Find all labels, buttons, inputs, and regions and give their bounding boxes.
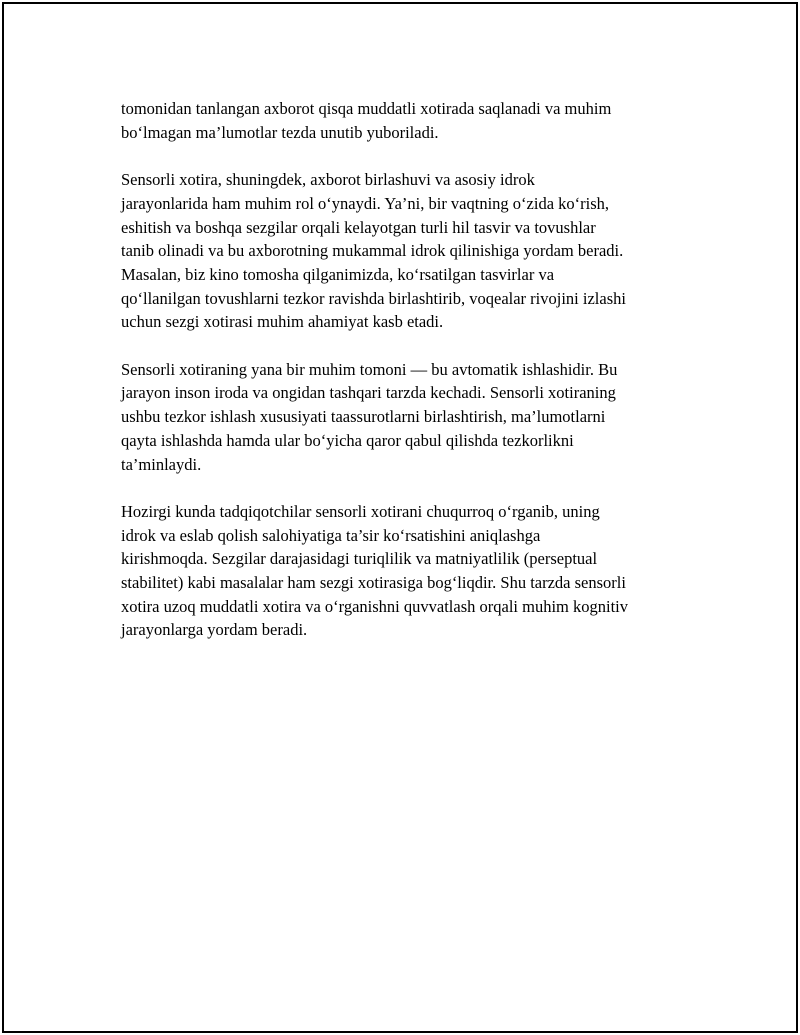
text-line: idrok va eslab qolish salohiyatiga ta’sir ko‘rsatishini aniqlashga [121, 525, 541, 545]
text-line: xotira uzoq muddatli xotira va o‘rganishni quvvatlash orqali muhim kognitiv [121, 596, 628, 616]
text-line: tomonidan tanlangan axborot qisqa muddatli xotirada saqlanadi va muhim [121, 99, 612, 118]
page-frame [2, 2, 798, 1033]
page-body [121, 97, 691, 666]
text-line: Sensorli xotiraning yana bir muhim tomoni — bu avtomatik ishlashidir. Bu [121, 359, 618, 379]
text-line: jarayonlarida ham muhim rol o‘ynaydi. Ya’ni, bir vaqtning o‘zida ko‘rish, [121, 193, 610, 213]
paragraph-2 [121, 168, 691, 334]
text-line: jarayon inson iroda va ongidan tashqari tarzda kechadi. Sensorli xotiraning [121, 383, 616, 403]
text-line: jarayonlarga yordam beradi. [121, 620, 308, 640]
text-line: Hozirgi kunda tadqiqotchilar sensorli xotirani chuqurroq o‘rganib, uning [121, 501, 600, 521]
text-line: ushbu tezkor ishlash xususiyati taassurotlarni birlashtirish, ma’lumotlarni [121, 407, 606, 427]
text-line: qo‘llanilgan tovushlarni tezkor ravishda birlashtirib, voqealar rivojini izlashi [121, 288, 626, 308]
text-line: Sensorli xotira, shuningdek, axborot birlashuvi va asosiy idrok [121, 170, 535, 190]
paragraph-4 [121, 500, 691, 642]
text-line: tanib olinadi va bu axborotning mukammal idrok qilinishiga yordam beradi. [121, 241, 624, 261]
paragraph-3 [121, 358, 691, 477]
text-line: Masalan, biz kino tomosha qilganimizda, ko‘rsatilgan tasvirlar va [121, 264, 555, 284]
text-line: qayta ishlashda hamda ular bo‘yicha qaror qabul qilishda tezkorlikni [121, 430, 574, 450]
paragraph-1 [121, 97, 691, 144]
text-line: stabilitet) kabi masalalar ham sezgi xotirasiga bog‘liqdir. Shu tarzda sensorli [121, 573, 626, 593]
text-line: uchun sezgi xotirasi muhim ahamiyat kasb etadi. [121, 312, 444, 332]
text-line: eshitish va boshqa sezgilar orqali kelayotgan turli hil tasvir va tovushlar [121, 217, 596, 237]
text-line: kirishmoqda. Sezgilar darajasidagi turiqlilik va matniyatlilik (perseptual [121, 549, 598, 569]
text-line: ta’minlaydi. [121, 454, 202, 474]
text-line: bo‘lmagan ma’lumotlar tezda unutib yuboriladi. [121, 122, 439, 142]
